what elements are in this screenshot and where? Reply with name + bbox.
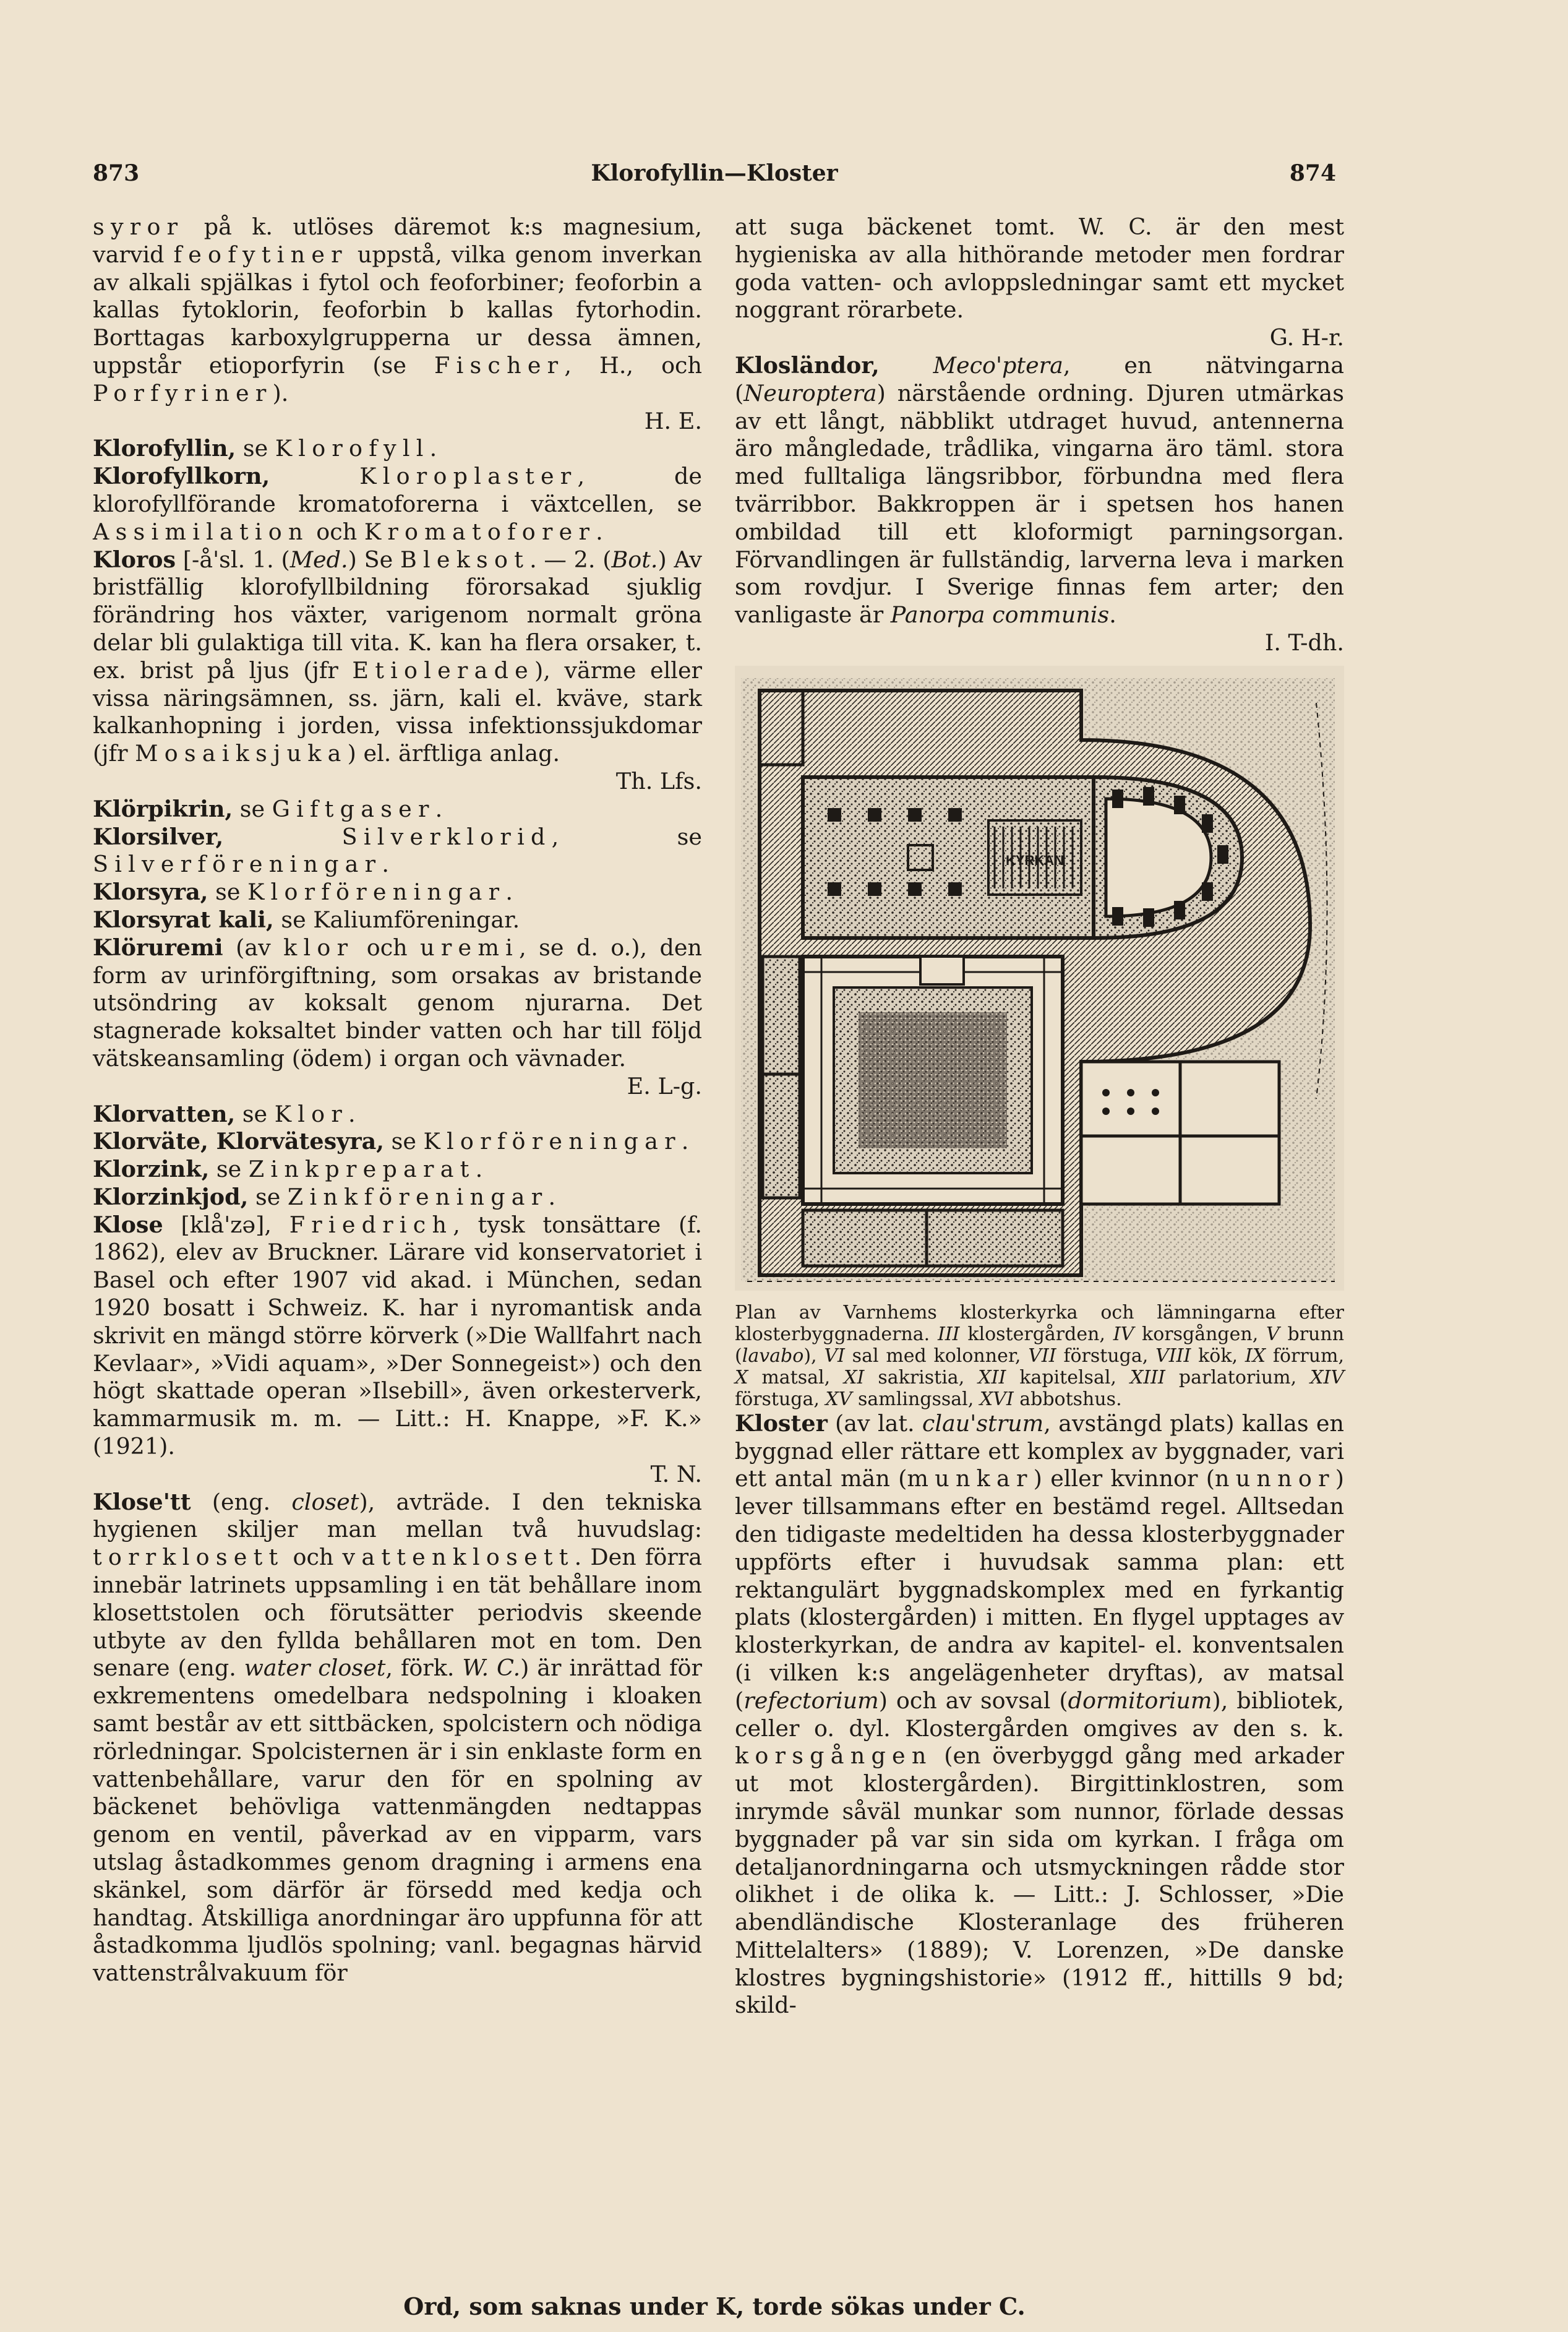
- headword: Kloros: [93, 546, 176, 573]
- entry-kloruremi: Klöruremi (av klor och uremi, se d. o.), den form av urinförgiftning, som orsakas av bristande utsöndring av koksalt genom njurarna. Det stagnerade koksaltet binder vatten och har till följd vätskeansamling (ödem) i organ och vävnader.: [93, 934, 702, 1072]
- signature: T. N.: [650, 1460, 702, 1487]
- entry-kloster: Kloster (av lat. clau'strum, avstängd plats) kallas en byggnad eller rättare ett komplex av byggnader, vari ett antal män (munkar) eller kvinnor (nunnor) lever tillsammans efter en bestämd regel. Alltsedan den tidigaste medeltiden ha dessa klosterbyggnader uppförts efter i huvudsak samma plan: ett rektangulärt byggnadskomplex med en fyrkantig plats (klostergården) i mitten. En flygel upptages av klosterkyrkan, de andra av kapitel- el. konventsalen (i vilken k:s angelägenheter dryftas), av matsal (refectorium) och av sovsal (dormitorium), bibliotek, celler o. dyl. Klostergården omgives av den s. k. korsgången (en överbyggd gång med arkader ut mot klostergården). Birgittinklostren, som inrymde såväl munkar som nunnor, förlade dessas byggnader på var sin sida om kyrkan. I fråga om detaljanordningarna och utsmyckningen rådde stor olikhet i de olika k. — Litt.: J. Schlosser, »Die abendländische Klosteranlage des früheren Mittelalters» (1889); V. Lorenzen, »De danske klostres bygningshistorie» (1912 ff., hittills 9 bd; skild-: [735, 1409, 1344, 2019]
- figure-caption: Plan av Varnhems klosterkyrka och lämningarna efter klosterbyggnaderna. III klostergården, IV korsgången, V brunn (lavabo), VI sal med kolonner, VII förstuga, VIII kök, IX förrum, X matsal, XI sakristia, XII kapitelsal, XIII parlatorium, XIV förstuga, XV samlingssal, XVI abbotshus.: [735, 1301, 1345, 1410]
- entry-klorvatten: Klorvatten, se Klor.: [93, 1100, 356, 1127]
- page-header: [93, 155, 1336, 192]
- headword: Klorväte, Klorvätesyra,: [93, 1128, 384, 1155]
- page-number-right: 874: [1289, 160, 1336, 186]
- entry-klorzinkjod: Klorzinkjod, se Zinkföreningar.: [93, 1183, 556, 1210]
- entry-klorsyra: Klorsyra, se Klorföreningar.: [93, 879, 513, 906]
- entry-klorofyllkorn: Klorofyllkorn, Kloroplaster, de klorofyllförande kromatoforerna i växtcellen, se Assimilation och Kromatoforer.: [93, 463, 702, 545]
- entry-klosett: Klose'tt (eng. closet), avträde. I den tekniska hygienen skiljer man mellan två huvudslag: torrklosett och vattenklosett. Den förra innebär latrinets uppsamling i en tät behållare inom klosettstolen och förutsätter periodvis skeende utbyte av den fyllda behållaren mot en tom. Den senare (eng. water closet, förk. W. C.) är inrättad för exkrementens omedelbara nedspolning i kloaken samt består av ett sittbäcken, spolcistern och nödiga rörledningar. Spolcisternen är i sin enklaste form en vattenbehållare, varur den för en spolning av bäckenet behövliga vattenmängden nedtappas genom en ventil, påverkad av en vipparm, vars utslag åstadkommes genom dragning i armens ena skänkel, som därför är försedd med kedja och handtag. Åtskilliga anordningar äro uppfunna för att åstadkomma ljudlös spolning; vanl. begagnas härvid vattenstrålvakuum för: [93, 1488, 702, 1987]
- signature: Th. Lfs.: [615, 767, 702, 794]
- headword: Klorsyra,: [93, 879, 208, 906]
- headword: Klose'tt: [93, 1488, 191, 1515]
- entry-klorsyrat-kali: Klorsyrat kali, se Kaliumföreningar.: [93, 906, 520, 933]
- headword: Klorsilver,: [93, 823, 224, 850]
- entry-klorzink: Klorzink, se Zinkpreparat.: [93, 1156, 483, 1183]
- right-column: [735, 213, 1344, 2020]
- entry-klorvate: Klorväte, Klorvätesyra, se Klorföreningar.: [93, 1128, 689, 1155]
- headword: Klosländor,: [735, 351, 880, 379]
- plan-label-kyrkan: KYRKAN: [1005, 852, 1065, 868]
- headword: Klorzink,: [93, 1156, 210, 1183]
- signature: H. E.: [644, 407, 702, 434]
- monastery-plan-figure: [735, 666, 1344, 1291]
- signature: I. T-dh.: [1264, 629, 1344, 656]
- running-title: Klorofyllin—Kloster: [591, 160, 838, 186]
- entry-klose: Klose [klå'zə], Friedrich, tysk tonsättare (f. 1862), elev av Bruckner. Lärare vid konservatoriet i Basel och efter 1907 vid akad. i München, sedan 1920 bosatt i Schweiz. K. har i nyromantisk anda skrivit en mängd större körverk (»Die Wallfahrt nach Kevlaar», »Vidi aquam», »Der Sonnegeist») och den högt skattade operan »Ilsebill», även orkesterverk, kammarmusik m. m. — Litt.: H. Knappe, »F. K.» (1921).: [93, 1211, 702, 1460]
- entry-klorsilver: Klorsilver, Silverklorid, se Silverföreningar.: [93, 823, 702, 878]
- page-number-left: 873: [93, 160, 140, 186]
- entry-klorpikrin: Klörpikrin, se Giftgaser.: [93, 795, 443, 822]
- headword: Klörpikrin,: [93, 795, 233, 822]
- headword: Klorsyrat kali,: [93, 906, 274, 933]
- entry-klorofyllin: Klorofyllin, se Klorofyll.: [93, 435, 437, 462]
- varnhem-plan-drawing: [735, 666, 1344, 1291]
- entry-kloros: Kloros [-å'sl. 1. (Med.) Se Bleksot. — 2. (Bot.) Av bristfällig klorofyllbildning förorsakad sjuklig förändring hos växter, varigenom normalt gröna delar bli gulaktiga till vita. K. kan ha flera orsaker, t. ex. brist på ljus (jfr Etiolerade), värme eller vissa näringsämnen, ss. järn, kali el. kväve, stark kalkanhopning i jorden, vissa infektionssjukdomar (jfr Mosaiksjuka) el. ärftliga anlag.: [93, 546, 702, 767]
- headword: Klorvatten,: [93, 1100, 236, 1127]
- entry-klorofyll-continued: syror på k. utlöses däremot k:s magnesium, varvid feofytiner uppstå, vilka genom inverkan av alkali spjälkas i fytol och feoforbiner; feoforbin a kallas fytoklorin, feoforbin b kallas fytorhodin. Borttagas karboxylgrupperna ur dessa ämnen, uppstår etioporfyrin (se Fischer, H., och Porfyriner).: [93, 213, 702, 407]
- entry-kloslandor: Klosländor, Meco'ptera, en nätvingarna (Neuroptera) närstående ordning. Djuren utmärkas av ett långt, näbblikt utdraget huvud, antennerna äro mångledade, trådlika, vingarna äro täml. stora med fulltaliga längsribbor, förbundna med flera tvärribbor. Bakkroppen är i spetsen hos hanen ombildad till ett kloformigt parningsorgan. Förvandlingen är fullständig, larverna leva i marken som rovdjur. I Sverige finnas fem arter; den vanligaste är Panorpa communis.: [735, 351, 1345, 629]
- entry-klosett-continued: att suga bäckenet tomt. W. C. är den mest hygieniska av alla hithörande metoder men fordrar goda vatten- och avloppsledningar samt ett mycket noggrant rörarbete.: [735, 213, 1344, 324]
- headword: Klorofyllkorn,: [93, 463, 270, 490]
- left-column: [93, 213, 702, 1987]
- headword: Klose: [93, 1211, 163, 1238]
- page-footer-note: Ord, som saknas under K, torde sökas under C.: [403, 2292, 1026, 2320]
- signature: E. L-g.: [627, 1072, 702, 1099]
- headword: Klorzinkjod,: [93, 1183, 249, 1210]
- signature: G. H-r.: [1269, 324, 1344, 351]
- headword: Klorofyllin,: [93, 435, 236, 462]
- headword: Kloster: [735, 1409, 828, 1437]
- headword: Klöruremi: [93, 934, 223, 961]
